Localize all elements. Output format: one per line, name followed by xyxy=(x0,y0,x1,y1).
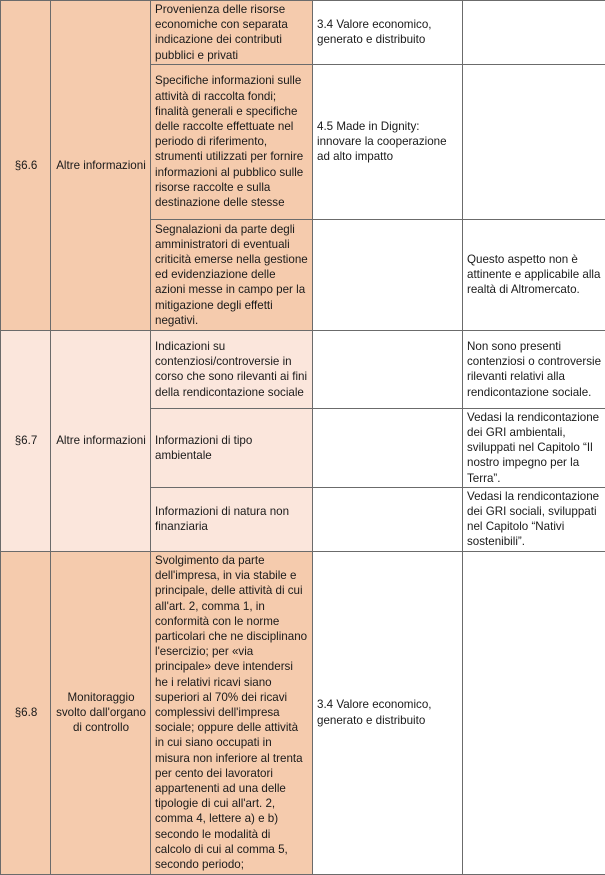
note-cell: Vedasi la rendicontazione dei GRI ambientali, sviluppati nel Capitolo “Il nostro impegno per la Terra”. xyxy=(463,408,605,487)
requirement-cell: Specifiche informazioni sulle attività di raccolta fondi; finalità generali e specifiche delle raccolte effettuate nel periodo di riferimento, strumenti utilizzati per fornire informazioni al pubblico sulle risorse raccolte e sulla destinazione delle stesse xyxy=(151,64,313,219)
reference-cell xyxy=(313,330,463,408)
table-row xyxy=(1,551,605,874)
note-cell xyxy=(463,1,605,65)
requirement-cell: Informazioni di natura non finanziaria xyxy=(151,487,313,551)
reference-cell xyxy=(313,219,463,330)
note-cell: Questo aspetto non è attinente e applicabile alla realtà di Altromercato. xyxy=(463,219,605,330)
reference-cell: 4.5 Made in Dignity: innovare la cooperazione ad alto impatto xyxy=(313,64,463,219)
table-row xyxy=(1,330,605,408)
reference-cell xyxy=(313,408,463,487)
requirement-cell: Indicazioni su contenziosi/controversie in corso che sono rilevanti ai fini della rendicontazione sociale xyxy=(151,330,313,408)
reference-cell xyxy=(313,487,463,551)
requirement-cell: Informazioni di tipo ambientale xyxy=(151,408,313,487)
reference-cell: 3.4 Valore economico, generato e distribuito xyxy=(313,1,463,65)
section-area: Monitoraggio svolto dall'organo di controllo xyxy=(51,551,151,874)
reference-cell: 3.4 Valore economico, generato e distribuito xyxy=(313,551,463,874)
section-number: §6.8 xyxy=(1,551,51,874)
section-area: Altre informazioni xyxy=(51,1,151,331)
section-area: Altre informazioni xyxy=(51,330,151,551)
requirement-cell: Provenienza delle risorse economiche con separata indicazione dei contributi pubblici e privati xyxy=(151,1,313,65)
note-cell xyxy=(463,551,605,874)
section-number: §6.7 xyxy=(1,330,51,551)
note-cell xyxy=(463,64,605,219)
requirement-cell: Svolgimento da parte dell'impresa, in via stabile e principale, delle attività di cui all'art. 2, comma 1, in conformità con le norme particolari che ne disciplinano l'esercizio; per «via principale» deve intendersi he i relativi ricavi siano superiori al 70% dei ricavi complessivi dell'impresa sociale; oppure delle attività in cui siano occupati in misura non inferiore al trenta per cento dei lavoratori appartenenti ad una delle tipologie di cui all'art. 2, comma 4, lettere a) e b) secondo le modalità di calcolo di cui al comma 5, secondo periodo; xyxy=(151,551,313,874)
section-number: §6.6 xyxy=(1,1,51,331)
table-row xyxy=(1,1,605,65)
note-cell: Vedasi la rendicontazione dei GRI sociali, sviluppati nel Capitolo “Nativi sostenibili”. xyxy=(463,487,605,551)
requirement-cell: Segnalazioni da parte degli amministratori di eventuali criticità emerse nella gestione ed evidenziazione delle azioni messe in campo per la mitigazione degli effetti negativi. xyxy=(151,219,313,330)
note-cell: Non sono presenti contenziosi o controversie rilevanti relativi alla rendicontazione sociale. xyxy=(463,330,605,408)
